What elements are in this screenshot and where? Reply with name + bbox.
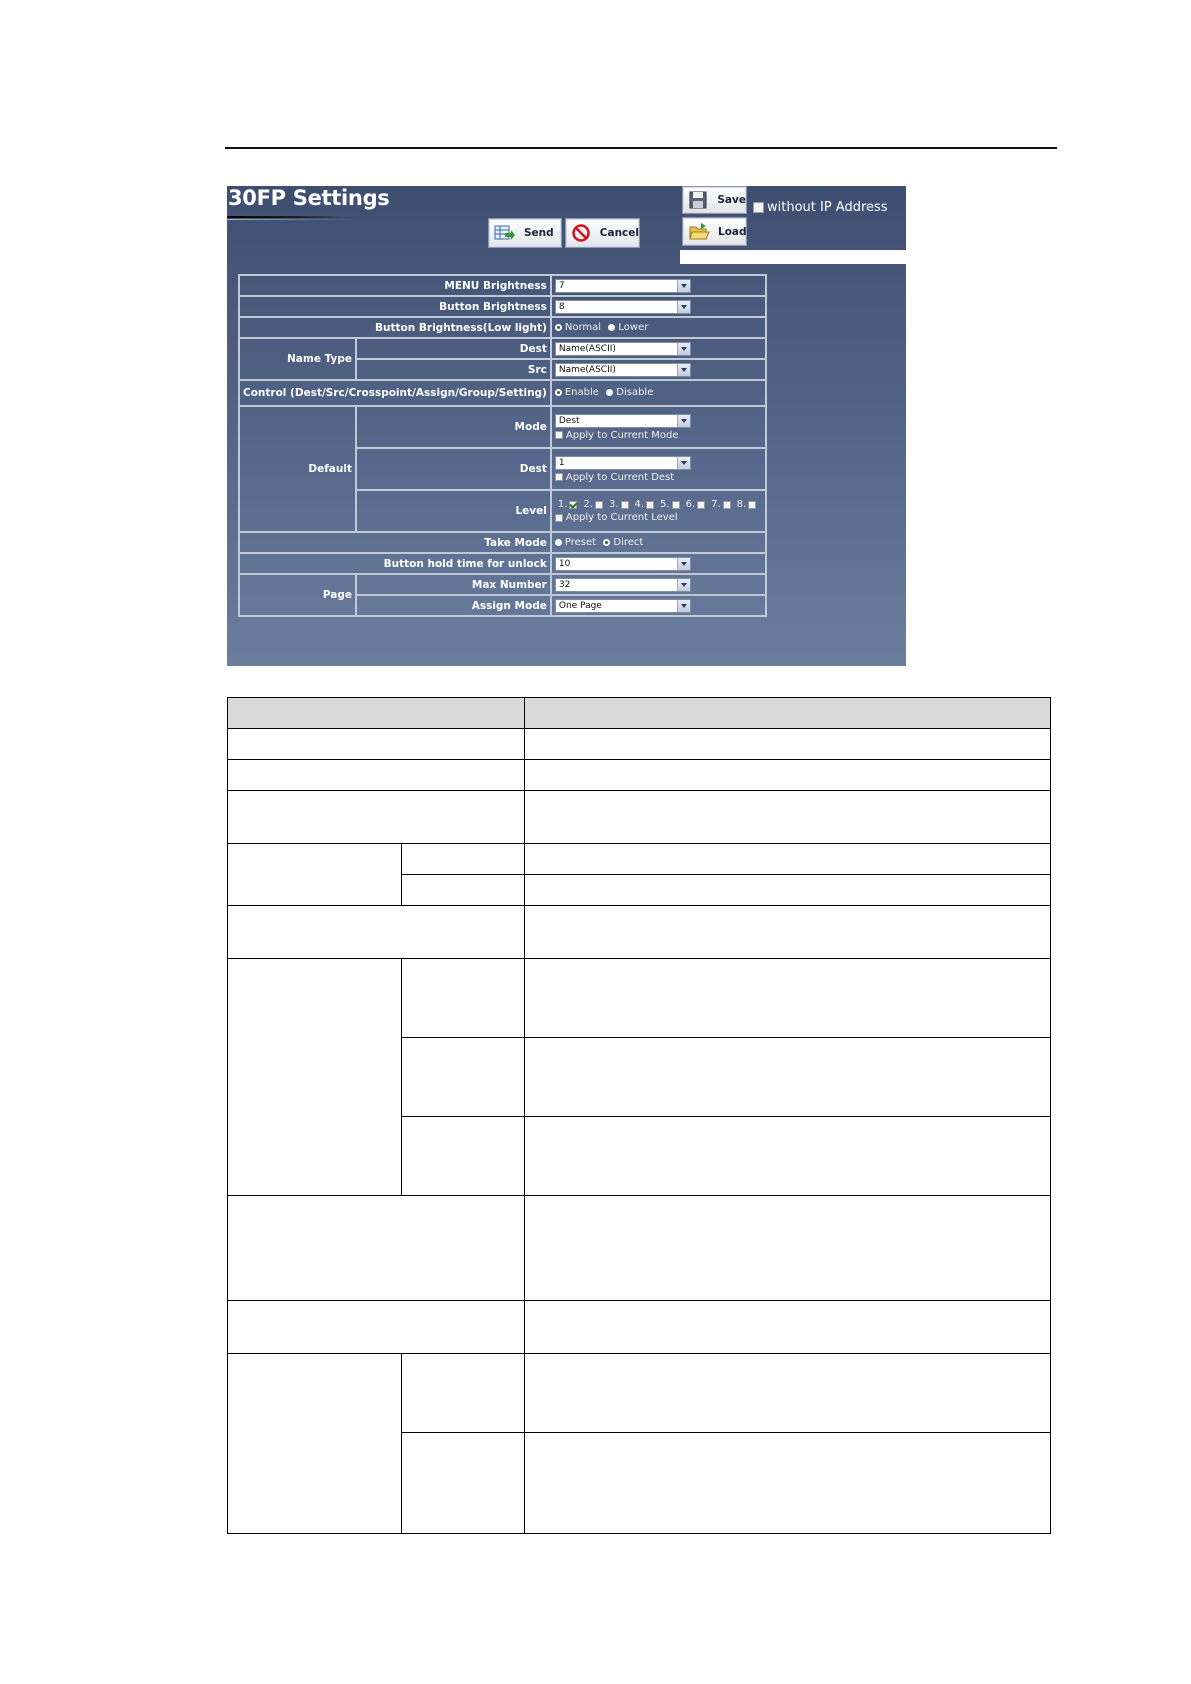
save-label: Save (717, 194, 746, 206)
settings-table (238, 274, 767, 617)
desc-cell (402, 875, 525, 906)
normal-label: Normal (564, 321, 602, 333)
radio-unselected[interactable] (555, 539, 562, 546)
radio-selected[interactable] (555, 324, 562, 331)
desc-cell (525, 1117, 1051, 1196)
page-max-label: Max Number (356, 574, 551, 595)
cancel-label: Cancel (599, 227, 639, 239)
load-label: Load (718, 225, 747, 238)
preset-radio[interactable] (555, 537, 596, 548)
disable-radio[interactable] (606, 387, 653, 398)
level-7-label: 7. (711, 499, 721, 510)
enable-label: Enable (564, 387, 599, 398)
name-type-dest-select[interactable] (555, 342, 691, 356)
apply-mode-label: Apply to Current Mode (565, 429, 679, 441)
chevron-down-icon[interactable] (677, 364, 690, 376)
level-8-checkbox[interactable] (748, 501, 756, 509)
desc-cell (525, 760, 1051, 791)
desc-cell (228, 1196, 525, 1301)
direct-radio[interactable] (603, 537, 643, 548)
send-label: Send (524, 227, 554, 239)
radio-unselected[interactable] (608, 324, 615, 331)
button-brightness-value: 8 (558, 301, 565, 312)
button-brightness-select[interactable] (555, 300, 691, 314)
disable-label: Disable (616, 387, 654, 398)
settings-panel (227, 186, 906, 666)
status-strip (680, 250, 906, 264)
level-3-label: 3. (608, 499, 619, 510)
apply-dest-checkbox[interactable] (555, 472, 762, 483)
default-label: Default (239, 406, 356, 532)
chevron-down-icon[interactable] (677, 280, 690, 292)
row-hold-time (239, 553, 766, 574)
lower-label: Lower (618, 321, 649, 333)
default-level-label: Level (356, 490, 551, 532)
name-type-src-label: Src (356, 359, 551, 380)
row-page-max (239, 574, 766, 595)
page-max-select[interactable] (555, 578, 691, 592)
desc-cell (525, 906, 1051, 959)
level-5-label: 5. (660, 499, 670, 510)
desc-cell (402, 1433, 525, 1534)
default-dest-select[interactable] (555, 456, 691, 470)
normal-radio[interactable] (555, 322, 601, 333)
row-name-type-dest (239, 338, 766, 359)
desc-cell (402, 1038, 525, 1117)
control-label: Control (Dest/Src/Crosspoint/Assign/Group/Setting) (239, 380, 551, 406)
level-6-checkbox[interactable] (697, 501, 705, 509)
level-1-label: 1. (557, 499, 568, 510)
apply-dest-label: Apply to Current Dest (565, 471, 675, 483)
level-4-label: 4. (634, 499, 645, 510)
desc-cell (228, 1301, 525, 1354)
load-button[interactable] (682, 217, 747, 246)
radio-selected[interactable] (555, 389, 562, 396)
chevron-down-icon[interactable] (677, 579, 690, 591)
radio-unselected[interactable] (606, 389, 613, 396)
save-icon (688, 190, 709, 210)
desc-cell (228, 906, 525, 959)
row-control (239, 380, 766, 406)
desc-cell (228, 791, 525, 844)
button-brightness-label: Button Brightness (239, 296, 551, 317)
default-mode-label: Mode (356, 406, 551, 448)
send-button[interactable] (488, 218, 562, 248)
header-cell-item (228, 698, 525, 729)
level-3-checkbox[interactable] (621, 501, 629, 509)
menu-brightness-select[interactable] (555, 279, 691, 293)
chevron-down-icon[interactable] (677, 301, 690, 313)
menu-brightness-label: MENU Brightness (239, 275, 551, 296)
without-ip-label: without IP Address (767, 200, 888, 215)
lower-radio[interactable] (608, 322, 648, 333)
desc-cell (402, 1354, 525, 1433)
chevron-down-icon[interactable] (677, 343, 690, 355)
panel-title: 30FP Settings (228, 186, 390, 210)
enable-radio[interactable] (555, 387, 599, 398)
desc-cell (402, 959, 525, 1038)
title-underline-highlight (227, 219, 357, 220)
desc-cell (525, 875, 1051, 906)
row-default-mode (239, 406, 766, 448)
desc-cell (402, 844, 525, 875)
checkbox[interactable] (555, 431, 563, 439)
name-type-src-select[interactable] (555, 363, 691, 377)
desc-cell (525, 1196, 1051, 1301)
page-assign-value: One Page (558, 600, 602, 611)
desc-cell (525, 1354, 1051, 1433)
button-brightness-low-label: Button Brightness(Low light) (239, 317, 551, 338)
desc-cell (525, 1038, 1051, 1117)
default-mode-value: Dest (558, 415, 580, 426)
send-icon (494, 223, 516, 243)
chevron-down-icon[interactable] (677, 457, 690, 469)
desc-cell (525, 1301, 1051, 1354)
row-button-brightness (239, 296, 766, 317)
name-type-label: Name Type (239, 338, 356, 380)
radio-selected[interactable] (603, 539, 610, 546)
chevron-down-icon[interactable] (677, 600, 690, 612)
description-table (227, 697, 1051, 1534)
hold-time-select[interactable] (555, 557, 691, 571)
menu-brightness-value: 7 (558, 280, 565, 291)
default-mode-select[interactable] (555, 414, 691, 428)
name-type-dest-value: Name(ASCII) (558, 343, 616, 354)
preset-label: Preset (564, 536, 597, 548)
apply-level-label: Apply to Current Level (565, 512, 678, 523)
title-underline (227, 216, 347, 218)
header-cell-description (525, 698, 1051, 729)
name-type-src-value: Name(ASCII) (558, 364, 616, 375)
page-assign-select[interactable] (555, 599, 691, 613)
chevron-down-icon[interactable] (677, 415, 690, 427)
page-label: Page (239, 574, 356, 616)
desc-cell (228, 1354, 402, 1534)
checkbox[interactable] (555, 473, 563, 481)
row-button-brightness-low (239, 317, 766, 338)
name-type-dest-label: Dest (356, 338, 551, 359)
level-2-checkbox[interactable] (595, 501, 603, 509)
level-6-label: 6. (685, 499, 696, 510)
page-max-value: 32 (558, 579, 571, 590)
load-icon (688, 222, 710, 242)
desc-cell (228, 729, 525, 760)
level-8-label: 8. (736, 499, 747, 510)
desc-cell (525, 791, 1051, 844)
level-7-checkbox[interactable] (723, 501, 731, 509)
save-button[interactable] (682, 186, 747, 214)
desc-cell (525, 1433, 1051, 1534)
desc-cell (228, 844, 402, 906)
desc-cell (228, 760, 525, 791)
row-menu-brightness (239, 275, 766, 296)
desc-cell (525, 959, 1051, 1038)
desc-cell (228, 959, 402, 1196)
take-mode-label: Take Mode (239, 532, 551, 553)
page-assign-label: Assign Mode (356, 595, 551, 616)
desc-cell (525, 844, 1051, 875)
level-4-checkbox[interactable] (646, 501, 654, 509)
chevron-down-icon[interactable] (677, 558, 690, 570)
cancel-icon (571, 223, 592, 243)
page-top-rule (225, 147, 1057, 149)
default-dest-value: 1 (558, 457, 565, 468)
row-take-mode (239, 532, 766, 553)
hold-time-label: Button hold time for unlock (239, 553, 551, 574)
level-checkboxes (555, 499, 762, 510)
cancel-button[interactable] (565, 218, 640, 248)
direct-label: Direct (613, 536, 644, 548)
hold-time-value: 10 (558, 558, 571, 569)
level-5-checkbox[interactable] (672, 501, 680, 509)
apply-level-checkbox[interactable] (555, 512, 762, 523)
apply-mode-checkbox[interactable] (555, 430, 762, 441)
default-dest-label: Dest (356, 448, 551, 490)
without-ip-checkbox[interactable] (753, 200, 888, 215)
desc-cell (525, 729, 1051, 760)
checkbox[interactable] (555, 514, 563, 522)
level-2-label: 2. (583, 499, 593, 510)
level-1-checkbox[interactable] (569, 501, 577, 509)
without-ip-box[interactable] (753, 202, 764, 213)
desc-cell (402, 1117, 525, 1196)
